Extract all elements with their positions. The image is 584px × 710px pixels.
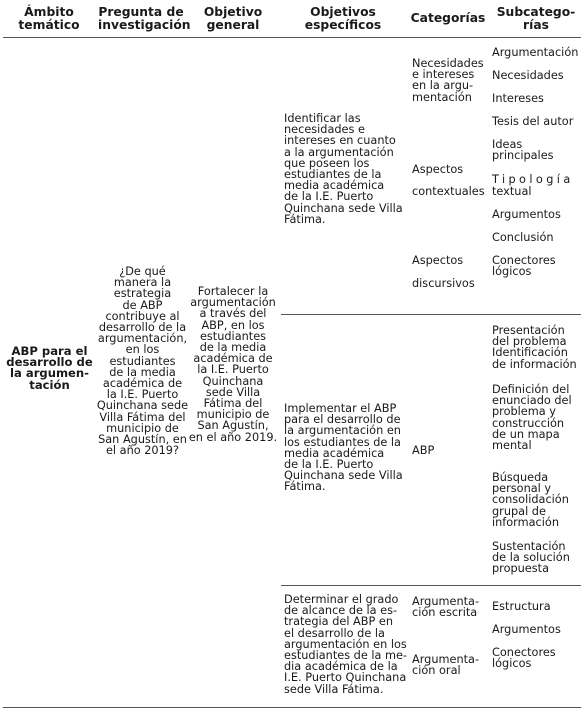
pregunta-investigacion: ¿De qué manera la estrategia de ABP contribuye al desarrollo de la argumentación, en los estudiantes de la media académica de la I.E. Puerto Quinchana sede Villa Fátima del municipio de San Agustín, en el año 2019?: [96, 265, 189, 458]
categoria-necesidades: Necesidades e intereses en la argu- mentación: [412, 57, 484, 104]
categoria-aspectos-discursivos-1: Aspectos: [412, 254, 464, 267]
objetivo-especifico-2: Implementar el ABP para el desarrollo de la argumentación en los estudiantes de la media académica de la I.E. Puerto Quinchana sede Villa Fátima.: [284, 402, 403, 494]
subcategoria-presentacion: Presentación del problema Identificación de información: [492, 324, 577, 371]
subcategoria-intereses: Intereses: [492, 92, 544, 105]
header-subcategorias: Subcatego- rías: [496, 5, 576, 32]
subcategoria-sustentacion: Sustentación de la solución propuesta: [492, 540, 570, 576]
categoria-aspectos-contextuales-1: Aspectos: [412, 163, 464, 176]
objetivo-especifico-3: Determinar el grado de alcance de la es- trategia del ABP en el desarrollo de la argumentación en los estudiantes de la me- dia académica de la I.E. Puerto Quinchana sede Villa Fátima.: [284, 593, 408, 696]
objetivo-especifico-1: Identificar las necesidades e intereses en cuanto a la argumentación que poseen los estudiantes de la media académica de la I.E. Puerto Quinchana sede Villa Fátima.: [284, 112, 403, 226]
header-objetivos-especificos: Objetivos específicos: [304, 5, 382, 32]
subcategoria-argumentacion: Argumentación: [492, 46, 579, 59]
subcategoria-busqueda: Búsqueda personal y consolidación grupal de información: [492, 471, 569, 529]
objetivo-general: Fortalecer la argumentación a través del ABP, en los estudiantes de la media académica de la I.E. Puerto Quinchana sede Villa Fátima del municipio de San Agustín, en el año 2019.: [188, 285, 278, 444]
header-bottom-rule: [3, 37, 581, 38]
subcategoria-definicion: Definición del enunciado del problema y construcción de un mapa mental: [492, 383, 572, 453]
header-pregunta: Pregunta de investigación: [98, 5, 191, 32]
header-categorias: Categorías: [410, 11, 486, 25]
categoria-abp: ABP: [412, 444, 435, 457]
categoria-argumentacion-escrita: Argumenta- ción escrita: [412, 595, 480, 620]
subcategoria-conclusion: Conclusión: [492, 231, 554, 244]
subcategoria-argumentos-2: Argumentos: [492, 623, 561, 636]
subcategoria-estructura: Estructura: [492, 600, 551, 613]
categoria-aspectos-discursivos-2: discursivos: [412, 277, 475, 290]
subcategoria-conectores-2: Conectores lógicos: [492, 646, 556, 671]
subcategoria-tesis: Tesis del autor: [492, 115, 574, 128]
subcategoria-necesidades: Necesidades: [492, 69, 564, 82]
categoria-argumentacion-oral: Argumenta- ción oral: [412, 653, 480, 678]
row1-bottom-rule: [281, 314, 581, 315]
categoria-aspectos-contextuales-2: contextuales: [412, 185, 485, 198]
header-objetivo-general: Objetivo general: [203, 5, 263, 32]
ambito-tematico: ABP para el desarrollo de la argumen- tación: [6, 344, 93, 392]
row2-bottom-rule: [281, 585, 581, 586]
header-ambito: Ámbito temático: [18, 5, 80, 32]
subcategoria-ideas: Ideas principales: [492, 138, 554, 163]
subcategoria-tipologia-1: Tipología: [492, 173, 574, 186]
subcategoria-argumentos-1: Argumentos: [492, 208, 561, 221]
table-bottom-rule: [3, 707, 581, 708]
subcategoria-tipologia-2: textual: [492, 185, 532, 198]
subcategoria-conectores-1: Conectores lógicos: [492, 254, 556, 279]
